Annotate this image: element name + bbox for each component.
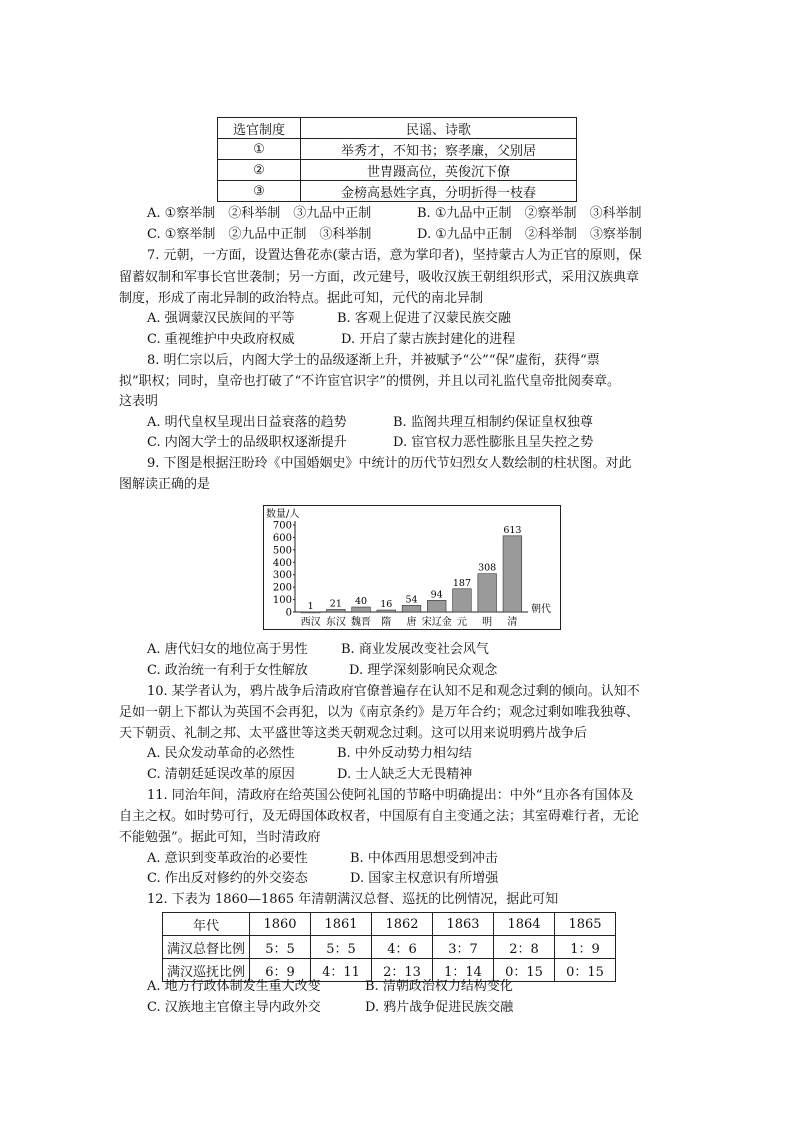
q8-stem-line: 拟”职权；同时，皇帝也打破了“不许宦官识字”的惯例，并且以司礼监代皇帝批阅奏章。 xyxy=(119,374,620,389)
q12-option-d: D. 鸦片战争促进民族交融 xyxy=(365,1000,514,1015)
table-row xyxy=(218,160,577,181)
table-cell: 满汉总督比例 xyxy=(163,936,250,959)
x-tick-label: 明 xyxy=(482,617,493,628)
q10-stem-line: 10. 某学者认为，鸦片战争后清政府官僚普遍存在认知不足和观念过剩的倾向。认知不 xyxy=(147,684,640,699)
selection-system-table xyxy=(217,117,577,202)
bar xyxy=(402,605,421,612)
table-row xyxy=(163,936,616,959)
y-tick-label: 300 xyxy=(272,570,292,582)
bar-chart xyxy=(263,505,561,630)
table-header-row xyxy=(218,118,577,139)
bar xyxy=(301,612,320,613)
q8-stem-line: 8. 明仁宗以后，内阁大学士的品级逐渐上升，并被赋予“公”“保”虚衔，获得“票 xyxy=(147,353,600,368)
x-tick-label: 东汉 xyxy=(325,617,346,628)
x-axis-label: 朝代 xyxy=(531,604,551,615)
data-label: 94 xyxy=(430,589,443,601)
bar xyxy=(427,600,446,612)
q10-stem-line: 天下朝贡、礼制之邦、太平盛世等这类天朝观念过剩。这可以用来说明鸦片战争后 xyxy=(119,726,588,741)
q7-stem-line: 留蓄奴制和军事长官世袭制；另一方面，改元建号，吸收汉族王朝组织形式，采用汉族典章 xyxy=(119,270,640,285)
table-cell: 举秀才，不知书；察孝廉，父别居 xyxy=(301,139,577,160)
data-label: 1 xyxy=(307,600,314,612)
table-header-cell: 民谣、诗歌 xyxy=(301,118,577,139)
q12-option-c: C. 汉族地主官僚主导内政外交 xyxy=(147,1000,321,1015)
table-cell: 3：7 xyxy=(433,936,494,959)
table-cell: ① xyxy=(218,139,301,160)
q9-option-a: A. 唐代妇女的地位高于男性 xyxy=(147,642,308,657)
q8-stem-line: 这表明 xyxy=(119,394,159,409)
bar xyxy=(453,589,472,612)
q11-option-c: C. 作出反对修约的外交姿态 xyxy=(147,871,308,886)
q11-stem-line: 11. 同治年间，清政府在给英国公使阿礼国的节略中明确提出：中外“且亦各有国体及 xyxy=(147,788,634,803)
q7-option-a: A. 强调蒙汉民族间的平等 xyxy=(147,311,295,326)
y-tick-label: 500 xyxy=(272,545,292,557)
bar xyxy=(478,574,497,612)
q11-stem-line: 不能勉强”。据此可知，当时清政府 xyxy=(119,830,321,845)
y-tick-label: 200 xyxy=(272,582,292,594)
q10-option-b: B. 中外反动势力相勾结 xyxy=(337,746,472,761)
q6-option-b: B. ①九品中正制 ②察举制 ③科举制 xyxy=(417,206,642,221)
table-cell: 4：6 xyxy=(372,936,433,959)
q8-option-c: C. 内阁大学士的品级职权逐渐提升 xyxy=(147,435,347,450)
x-tick-label: 清 xyxy=(507,617,518,628)
data-label: 187 xyxy=(452,577,472,589)
governor-ratio-table xyxy=(162,912,616,982)
q10-stem-line: 足如一朝上下都认为英国不会再犯，以为《南京条约》是万年合约；观念过剩如唯我独尊、 xyxy=(119,705,640,720)
table-row xyxy=(218,181,577,202)
table-cell: 5：5 xyxy=(311,936,372,959)
x-tick-label: 宋辽金 xyxy=(421,617,452,628)
q6-option-d: D. ①九品中正制 ②科举制 ③察举制 xyxy=(417,227,642,242)
y-tick-label: 600 xyxy=(272,532,292,544)
data-label: 308 xyxy=(478,562,497,574)
q9-stem-line: 图解读正确的是 xyxy=(119,477,211,492)
q8-option-d: D. 宦官权力恶性膨胀且呈失控之势 xyxy=(393,435,594,450)
bar xyxy=(503,536,522,612)
q7-option-d: D. 开启了蒙古族封建化的进程 xyxy=(341,332,516,347)
table-header-cell: 1863 xyxy=(433,913,494,936)
table-header-cell: 1860 xyxy=(250,913,311,936)
table-cell: ② xyxy=(218,160,301,181)
x-tick-label: 隋 xyxy=(381,617,392,628)
q6-option-c: C. ①察举制 ②九品中正制 ③科举制 xyxy=(147,227,372,242)
data-label: 40 xyxy=(355,596,368,608)
table-cell: 5：5 xyxy=(250,936,311,959)
table-cell: 世胄蹑高位，英俊沉下僚 xyxy=(301,160,577,181)
q12-option-a: A. 地方行政体制发生重大改变 xyxy=(147,979,321,994)
table-cell: 1：14 xyxy=(433,959,494,982)
q11-option-b: B. 中体西用思想受到冲击 xyxy=(350,851,498,866)
table-row xyxy=(218,139,577,160)
y-tick-label: 700 xyxy=(272,520,292,532)
q11-option-d: D. 国家主权意识有所增强 xyxy=(350,871,499,886)
bar xyxy=(352,607,371,612)
table-header-row xyxy=(163,913,616,936)
q12-option-b: B. 清朝政治权力结构变化 xyxy=(365,979,513,994)
data-label: 613 xyxy=(503,524,522,536)
table-cell: 6：9 xyxy=(250,959,311,982)
table-cell: 金榜高悬姓字真，分明折得一枝春 xyxy=(301,181,577,202)
q10-option-a: A. 民众发动革命的必然性 xyxy=(147,746,295,761)
table-cell: 2：8 xyxy=(494,936,555,959)
table-header-cell: 年代 xyxy=(163,913,250,936)
q10-option-c: C. 清朝廷延误改革的原因 xyxy=(147,767,295,782)
table-header-cell: 选官制度 xyxy=(218,118,301,139)
y-tick-label: 100 xyxy=(272,595,292,607)
x-tick-label: 唐 xyxy=(406,617,417,628)
table-header-cell: 1865 xyxy=(555,913,616,936)
q7-stem-line: 制度，形成了南北异制的政治特点。据此可知，元代的南北异制 xyxy=(119,291,484,306)
data-label: 54 xyxy=(405,594,418,606)
data-label: 16 xyxy=(380,599,393,611)
q8-option-a: A. 明代皇权呈现出日益衰落的趋势 xyxy=(147,415,347,430)
table-cell: ③ xyxy=(218,181,301,202)
bar xyxy=(327,609,346,612)
q9-option-c: C. 政治统一有利于女性解放 xyxy=(147,663,308,678)
table-cell: 0：15 xyxy=(494,959,555,982)
table-cell: 0：15 xyxy=(555,959,616,982)
q7-option-c: C. 重视维护中央政府权威 xyxy=(147,332,295,347)
bar xyxy=(377,610,396,612)
q9-option-b: B. 商业发展改变社会风气 xyxy=(341,642,489,657)
table-header-cell: 1861 xyxy=(311,913,372,936)
q9-option-d: D. 理学深刻影响民众观念 xyxy=(349,663,498,678)
q11-stem-line: 自主之权。如时势可行，及无碍国体政权者，中国原有自主变通之法；其室碍难行者，无论 xyxy=(119,809,640,824)
q8-option-b: B. 监阁共理互相制约保证皇权独尊 xyxy=(393,415,593,430)
q7-stem-line: 7. 元朝，一方面，设置达鲁花赤(蒙古语，意为掌印者)，坚持蒙古人为正官的原则，保 xyxy=(147,248,642,263)
q7-option-b: B. 客观上促进了汉蒙民族交融 xyxy=(337,311,511,326)
table-cell: 1：9 xyxy=(555,936,616,959)
q9-stem-line: 9. 下图是根据汪盼玲《中国婚姻史》中统计的历代节妇烈女人数绘制的柱状图。对此 xyxy=(147,456,632,471)
table-cell: 4：11 xyxy=(311,959,372,982)
x-tick-label: 西汉 xyxy=(300,617,321,628)
q6-option-a: A. ①察举制 ②科举制 ③九品中正制 xyxy=(147,206,372,221)
table-header-cell: 1862 xyxy=(372,913,433,936)
x-tick-label: 元 xyxy=(456,617,467,628)
table-cell: 满汉巡抚比例 xyxy=(163,959,250,982)
data-label: 21 xyxy=(329,598,342,610)
y-tick-label: 0 xyxy=(285,607,292,619)
table-cell: 2：13 xyxy=(372,959,433,982)
q11-option-a: A. 意识到变革政治的必要性 xyxy=(147,851,308,866)
q12-stem: 12. 下表为 1860—1865 年清朝满汉总督、巡抚的比例情况，据此可知 xyxy=(147,892,559,907)
table-header-cell: 1864 xyxy=(494,913,555,936)
y-axis-label: 数量/人 xyxy=(266,509,300,520)
q10-option-d: D. 士人缺乏大无畏精神 xyxy=(337,767,473,782)
y-tick-label: 400 xyxy=(272,557,292,569)
x-tick-label: 魏晋 xyxy=(351,617,372,628)
